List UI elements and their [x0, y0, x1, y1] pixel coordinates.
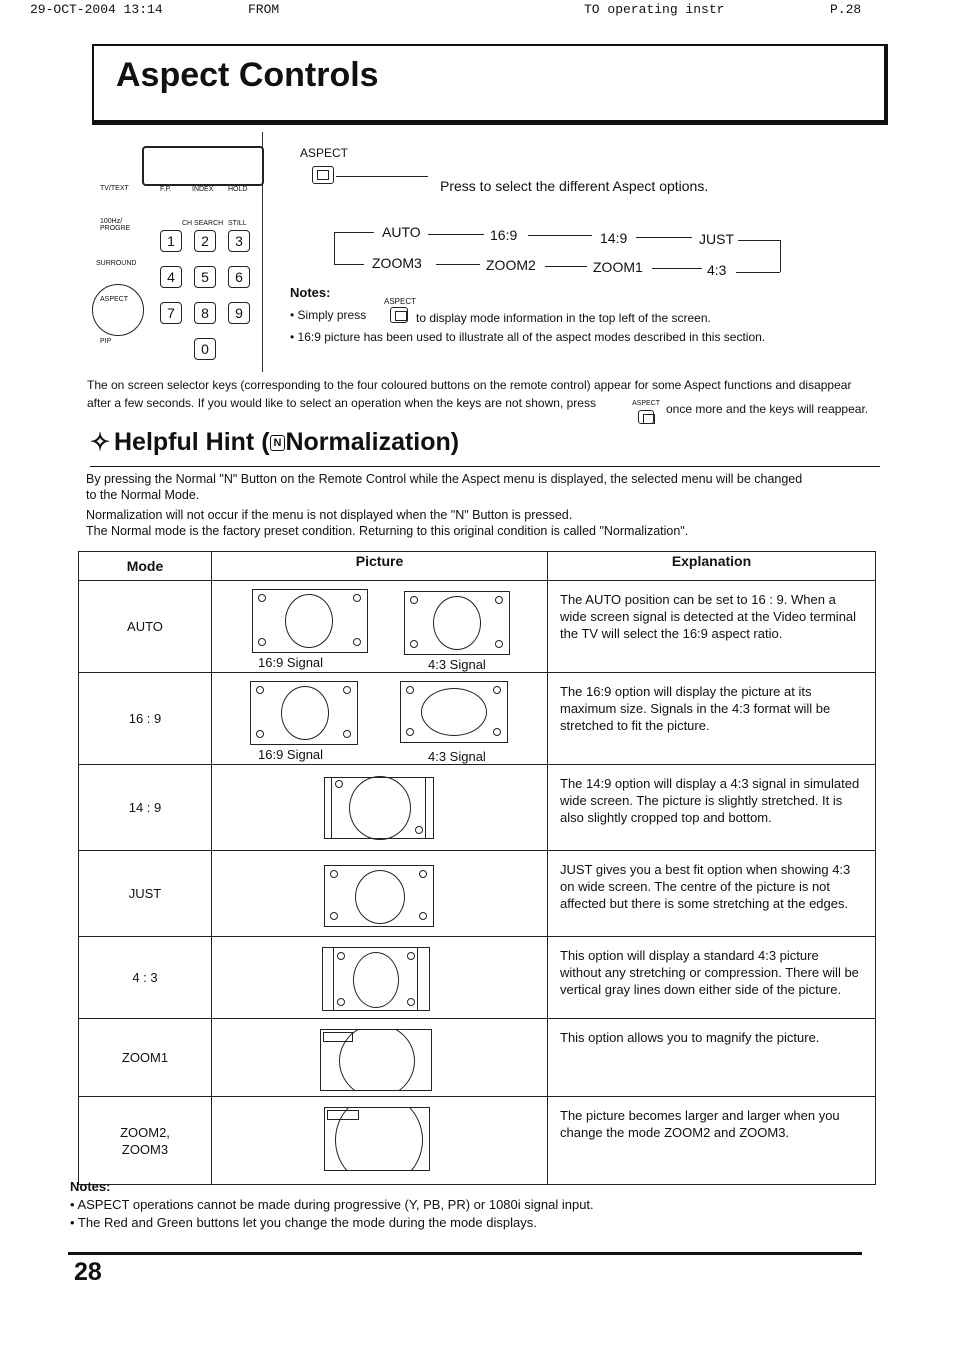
- cycle-auto: AUTO: [382, 224, 421, 240]
- screen-zoom2: [324, 1107, 430, 1171]
- remote-key-9: 9: [228, 302, 250, 324]
- footer-note-2: • The Red and Green buttons let you change the mode during the mode displays.: [70, 1215, 537, 1230]
- remote-key-1: 1: [160, 230, 182, 252]
- hint-para1b: to the Normal Mode.: [86, 488, 200, 502]
- page-number: 28: [74, 1258, 102, 1286]
- hint-rule: [90, 466, 880, 467]
- hint-title: [114, 428, 459, 457]
- explanation-cell: This option will display a standard 4:3 picture without any stretching or compression. There will be vertical gray lines down either side of the picture.: [548, 937, 876, 1019]
- screen-zoom1: [320, 1029, 432, 1091]
- explanation-cell: The picture becomes larger and larger when you change the mode ZOOM2 and ZOOM3.: [548, 1097, 876, 1185]
- screen-43-stretched: [400, 681, 508, 743]
- hint-title-a: Helpful Hint (: [114, 428, 270, 456]
- explanation-cell: The AUTO position can be set to 16 : 9. When a wide screen signal is detected at the Video terminal the TV will select the 16:9 aspect ratio.: [548, 581, 876, 673]
- remote-illustration: [90, 132, 263, 372]
- cycle-zoom1: ZOOM1: [593, 259, 643, 275]
- signal-169-label: 16:9 Signal: [258, 747, 324, 762]
- picture-cell: [212, 1019, 548, 1097]
- footer-notes: [70, 1178, 594, 1232]
- footer-note-1: • ASPECT operations cannot be made during progressive (Y, PB, PR) or 1080i signal input.: [70, 1197, 594, 1212]
- note1-b: to display mode information in the top left of the screen.: [416, 311, 711, 325]
- note2: • 16:9 picture has been used to illustrate all of the aspect modes described in this section.: [290, 330, 766, 344]
- fax-from: FROM: [248, 2, 280, 17]
- remote-label-fp: F.P.: [160, 186, 172, 193]
- remote-label-aspect: ASPECT: [100, 296, 129, 303]
- screen-43: [322, 947, 430, 1011]
- cycle-just: JUST: [699, 231, 734, 247]
- cycle-zoom2: ZOOM2: [486, 257, 536, 273]
- explanation-cell: JUST gives you a best fit option when showing 4:3 on wide screen. The centre of the picture is not affected but there is some stretching at the edges.: [548, 851, 876, 937]
- picture-cell: [212, 1097, 548, 1185]
- table-row: [79, 673, 876, 765]
- picture-cell: [212, 937, 548, 1019]
- selector-note-line3: once more and the keys will reappear.: [666, 402, 869, 416]
- footer-rule: [68, 1252, 862, 1255]
- table-row: [79, 1019, 876, 1097]
- aspect-key-icon: [312, 166, 334, 184]
- remote-top-buttons: [142, 146, 264, 186]
- screen-169: [250, 681, 358, 745]
- mode-cell: JUST: [79, 851, 212, 937]
- screen-169: [252, 589, 368, 653]
- remote-label-pip: PIP: [100, 338, 112, 345]
- hint-title-b: Normalization): [285, 428, 460, 456]
- remote-label-surround: SURROUND: [96, 260, 137, 267]
- signal-43-label: 4:3 Signal: [428, 657, 486, 672]
- cycle-169: 16:9: [490, 227, 518, 243]
- mode-cell: 4 : 3: [79, 937, 212, 1019]
- remote-key-6: 6: [228, 266, 250, 288]
- page-title: Aspect Controls: [116, 56, 379, 94]
- remote-key-4: 4: [160, 266, 182, 288]
- title-box: [92, 44, 888, 125]
- hint-para2: Normalization will not occur if the menu is not displayed when the "N" Button is pressed.: [86, 508, 573, 522]
- fax-to: TO operating instr: [584, 2, 725, 17]
- n-key-icon: N: [270, 435, 286, 451]
- aspect-key-label: ASPECT: [300, 146, 349, 160]
- picture-cell: [212, 765, 548, 851]
- table-header-row: [79, 552, 876, 581]
- explanation-cell: The 14:9 option will display a 4:3 signal in simulated wide screen. The picture is slightly stretched. It is also slightly cropped top and bottom.: [548, 765, 876, 851]
- remote-key-7: 7: [160, 302, 182, 324]
- picture-cell: [212, 581, 548, 673]
- cycle-149: 14:9: [600, 230, 628, 246]
- mode-cell: AUTO: [79, 581, 212, 673]
- notes-title: Notes:: [290, 285, 331, 300]
- hint-para3: The Normal mode is the factory preset condition. Returning to this original condition is called "Normalization".: [86, 524, 689, 538]
- header-picture: Picture: [212, 552, 548, 581]
- selector-note-key-label: ASPECT: [632, 400, 661, 407]
- fax-page: P.28: [830, 2, 862, 17]
- mode-cell: [79, 1097, 212, 1185]
- remote-key-8: 8: [194, 302, 216, 324]
- pointer-line: [336, 176, 428, 177]
- mode-zoom23: ZOOM2, ZOOM3: [120, 1124, 170, 1157]
- selector-note-key-icon: [638, 410, 654, 424]
- remote-key-2: 2: [194, 230, 216, 252]
- remote-label-hold: HOLD: [228, 186, 248, 193]
- fax-datetime: 29-OCT-2004 13:14: [30, 2, 163, 17]
- header-mode: Mode: [79, 552, 212, 581]
- picture-cell: [212, 851, 548, 937]
- signal-43-label: 4:3 Signal: [428, 749, 486, 764]
- note1-key-icon: [390, 307, 408, 323]
- table-row: [79, 765, 876, 851]
- press-text: Press to select the different Aspect options.: [440, 178, 709, 194]
- note1-a: • Simply press: [290, 308, 367, 322]
- mode-cell: ZOOM1: [79, 1019, 212, 1097]
- remote-label-tvtext: TV/TEXT: [100, 185, 129, 192]
- table-row: [79, 581, 876, 673]
- picture-cell: [212, 673, 548, 765]
- cycle-zoom3: ZOOM3: [372, 255, 422, 271]
- remote-key-5: 5: [194, 266, 216, 288]
- screen-149: [324, 777, 434, 839]
- aspect-button-circle: [92, 284, 144, 336]
- hint-para1: By pressing the Normal "N" Button on the Remote Control while the Aspect menu is displayed, the selected menu will be changed: [86, 472, 803, 486]
- table-row: [79, 1097, 876, 1185]
- note1-key-label: ASPECT: [384, 297, 417, 306]
- cycle-43: 4:3: [707, 262, 727, 278]
- screen-43: [404, 591, 510, 655]
- selector-note-line2: after a few seconds. If you would like to select an operation when the keys are not shown, press: [87, 396, 596, 410]
- remote-key-3: 3: [228, 230, 250, 252]
- remote-label-100hz: 100Hz/ PROGRE: [100, 218, 131, 232]
- remote-key-0: 0: [194, 338, 216, 360]
- mode-cell: 16 : 9: [79, 673, 212, 765]
- signal-169-label: 16:9 Signal: [258, 655, 324, 670]
- selector-note-line1: The on screen selector keys (corresponding to the four coloured buttons on the remote control) appear for some Aspect functions and disappear: [87, 378, 852, 392]
- aspect-modes-table: [78, 551, 876, 1185]
- footer-notes-title: Notes:: [70, 1179, 111, 1194]
- remote-label-index: INDEX: [192, 186, 214, 193]
- explanation-cell: The 16:9 option will display the picture at its maximum size. Signals in the 4:3 format will be stretched to fit the picture.: [548, 673, 876, 765]
- mode-cell: 14 : 9: [79, 765, 212, 851]
- remote-label-chsearch: CH SEARCH: [182, 220, 224, 227]
- explanation-cell: This option allows you to magnify the picture.: [548, 1019, 876, 1097]
- header-explanation: Explanation: [548, 552, 876, 581]
- remote-label-still: STILL: [228, 220, 247, 227]
- screen-just: [324, 865, 434, 927]
- lightbulb-icon: ✧: [90, 429, 111, 456]
- table-row: [79, 851, 876, 937]
- table-row: [79, 937, 876, 1019]
- fax-header: [0, 0, 954, 20]
